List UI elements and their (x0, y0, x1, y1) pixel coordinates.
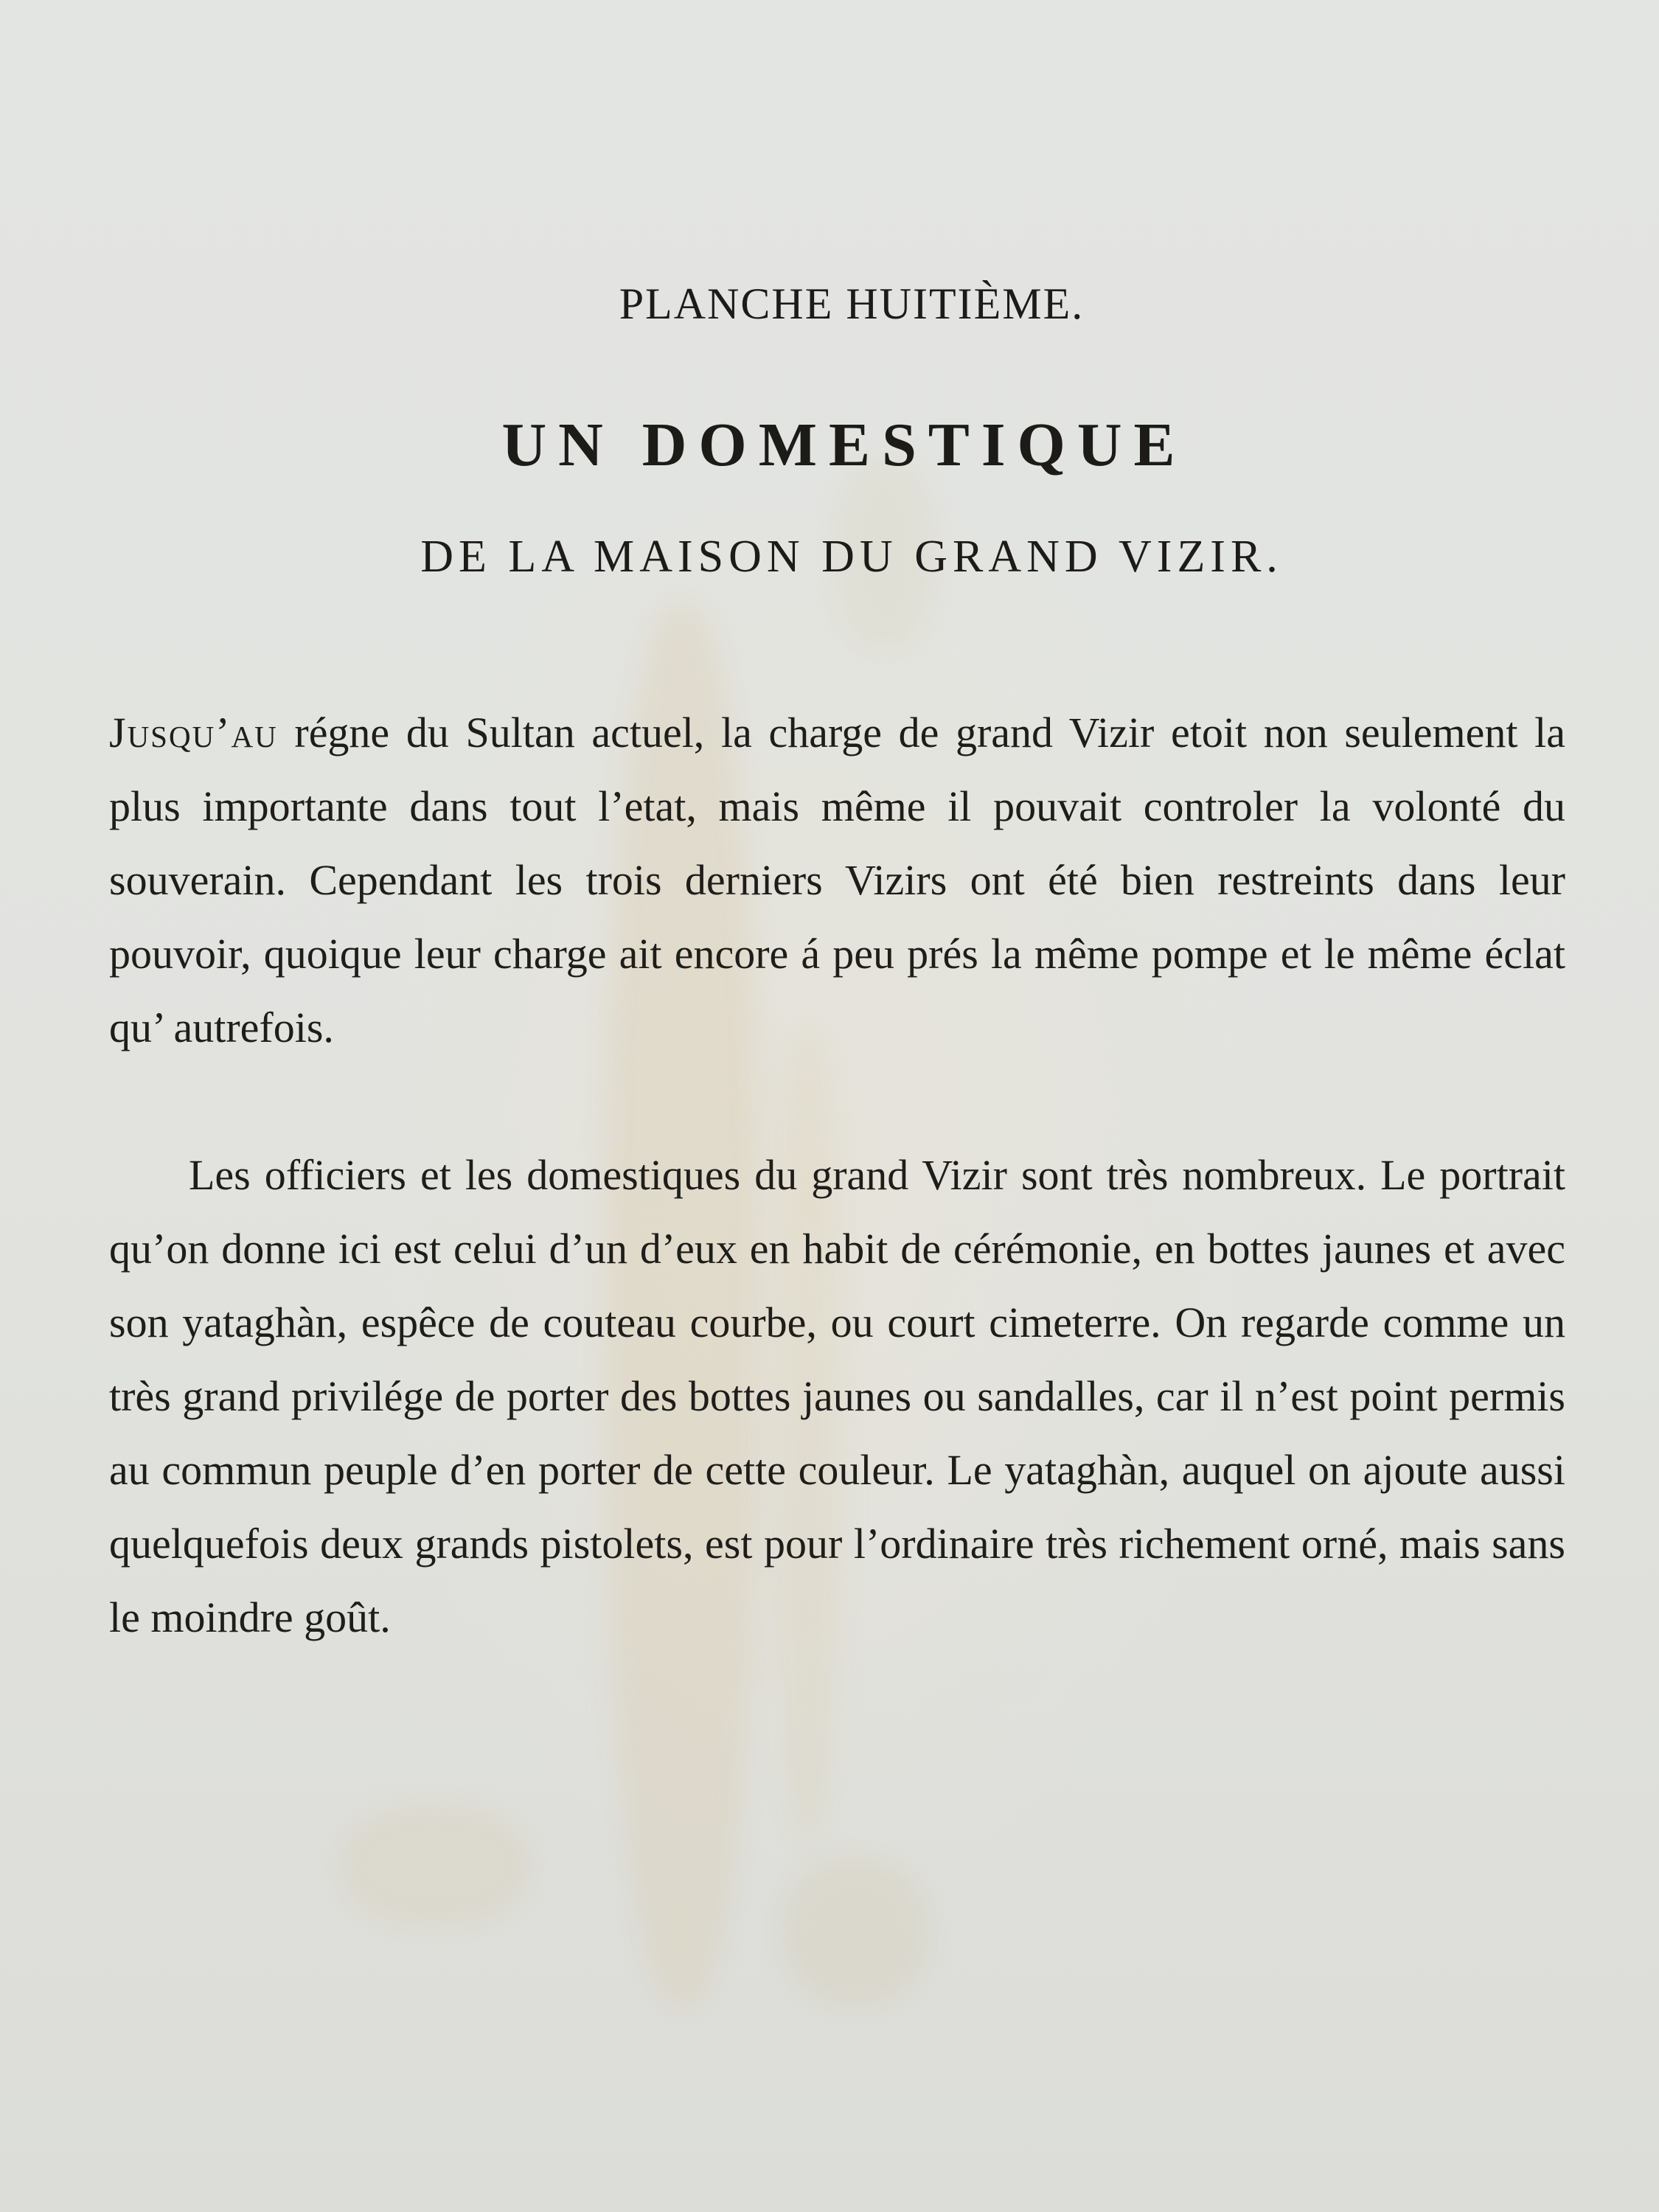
page-subtitle: DE LA MAISON DU GRAND VIZIR. (420, 532, 1283, 582)
paragraph-2-text: Les officiers et les domestiques du grand Vizir sont très nombreux. Le portrait qu’on donne ici est celui d’un d’eux en habit de cérémonie, en bottes jaunes et avec son yataghàn, espêce de couteau courbe, ou court cimeterre. On regarde comme un très grand privilége de porter des bottes jaunes ou sandalles, car il n’est point permis au commun peuple d’en porter de cette couleur. Le yataghàn, auquel on ajoute aussi quelquefois deux grands pistolets, est pour l’ordinaire très richement orné, mais sans le moindre goût. (109, 1151, 1565, 1641)
paragraph-1 (109, 696, 1565, 1065)
page-title: UN DOMESTIQUE (501, 411, 1187, 479)
paragraph-1-text (109, 696, 1565, 1065)
plate-number-heading: PLANCHE HUITIÈME. (619, 279, 1085, 328)
water-stain (339, 1806, 531, 1924)
paragraph-1-body: régne du Sultan actuel, la charge de grand Vizir etoit non seulement la plus importante dans tout l’etat, mais même il pouvait controler la volonté du souverain. Cependant les trois derniers Vizirs ont été bien restreints dans leur pouvoir, quoique leur charge ait encore á peu prés la même pompe et le même éclat qu’ autrefois. (109, 709, 1565, 1051)
water-stain (782, 1858, 929, 2006)
paragraph-lead-word: Jusqu’au (109, 709, 278, 757)
paragraph-2 (109, 1138, 1565, 1655)
